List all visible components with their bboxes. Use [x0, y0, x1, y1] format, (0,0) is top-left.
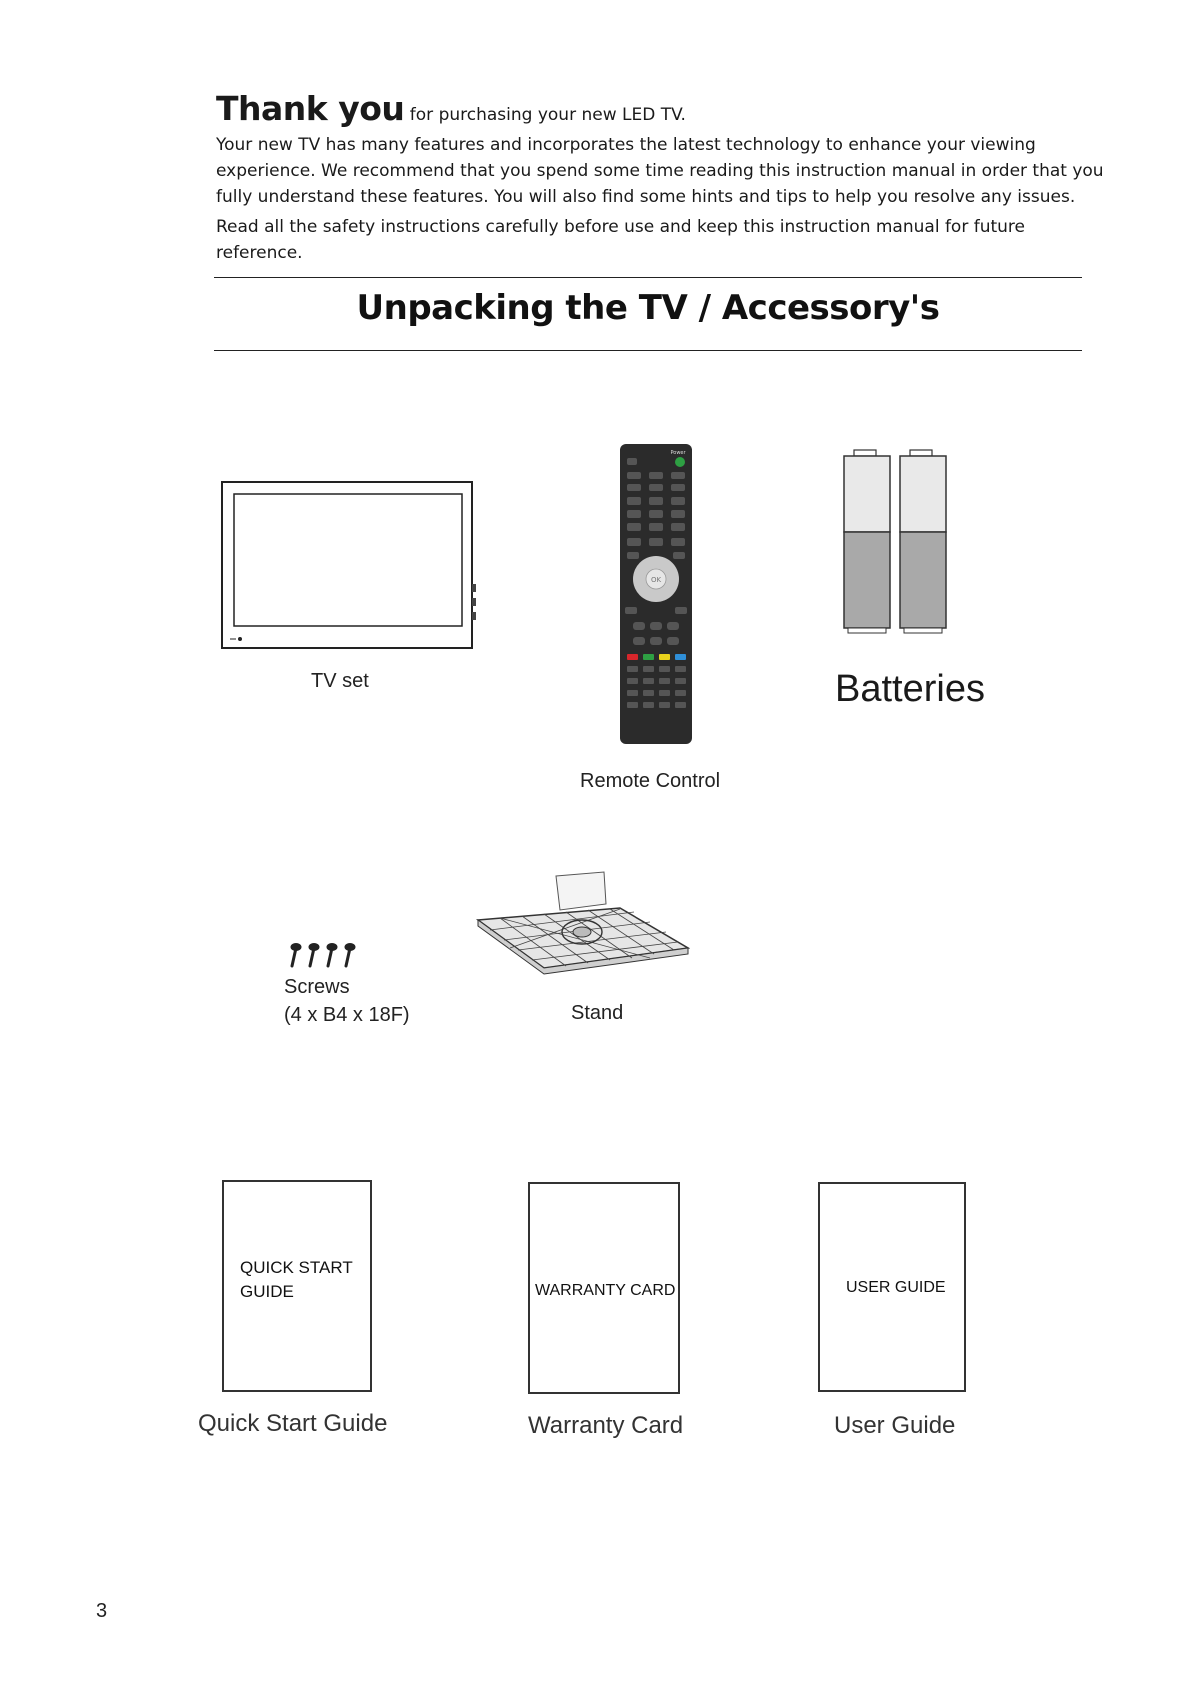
color-key-green — [643, 654, 654, 660]
tv-set-label: TV set — [311, 670, 369, 692]
thank-you-rest: for purchasing your new LED TV. — [404, 105, 686, 125]
quick-start-guide-label: Quick Start Guide — [198, 1410, 388, 1437]
section-rule-top — [214, 277, 1082, 278]
battery-left — [844, 450, 890, 633]
warranty-card-label: Warranty Card — [528, 1412, 684, 1439]
intro-paragraph-line: Your new TV has many features and incorporates the latest technology to enhance your viewing — [216, 135, 1036, 155]
section-title: Unpacking the TV / Accessory's — [356, 288, 940, 328]
intro-paragraph-line: experience. We recommend that you spend some time reading this instruction manual in order that you — [216, 161, 1104, 181]
intro-paragraph-line: fully understand these features. You will also find some hints and tips to help you resolve any issues. — [216, 187, 1076, 207]
quick-start-guide-booklet — [222, 1180, 372, 1392]
batteries-illustration — [840, 448, 956, 636]
color-key-blue — [675, 654, 686, 660]
page-number: 3 — [96, 1600, 108, 1622]
screws-illustration — [286, 942, 366, 968]
warranty-card-booklet — [528, 1182, 680, 1394]
thank-you-heading: Thank you — [216, 89, 405, 128]
battery-right — [900, 450, 946, 633]
quick-start-cover-line2: GUIDE — [240, 1282, 294, 1301]
batteries-label: Batteries — [835, 668, 985, 710]
intro-heading — [216, 89, 1116, 132]
section-rule-bottom — [214, 350, 1082, 351]
safety-note: Read all the safety instructions carefully before use and keep this instruction manual for future reference. — [216, 217, 1025, 263]
ok-text: OK — [650, 576, 662, 584]
color-key-red — [627, 654, 638, 660]
tv-set-illustration — [220, 480, 480, 650]
power-text: Power — [670, 450, 686, 456]
remote-control-illustration — [618, 444, 694, 746]
warranty-cover-text: WARRANTY CARD — [535, 1282, 676, 1299]
remote-control-label: Remote Control — [580, 770, 721, 792]
intro-block — [216, 89, 1116, 266]
user-guide-cover-text: USER GUIDE — [846, 1279, 946, 1296]
stand-illustration — [470, 868, 690, 978]
quick-start-cover-line1: QUICK START — [240, 1258, 353, 1277]
user-guide-booklet — [818, 1182, 966, 1392]
screws-label: Screws — [284, 976, 350, 998]
color-key-yellow — [659, 654, 670, 660]
user-guide-label: User Guide — [834, 1412, 956, 1439]
screws-spec-label: (4 x B4 x 18F) — [284, 1004, 410, 1026]
stand-label: Stand — [571, 1002, 624, 1024]
